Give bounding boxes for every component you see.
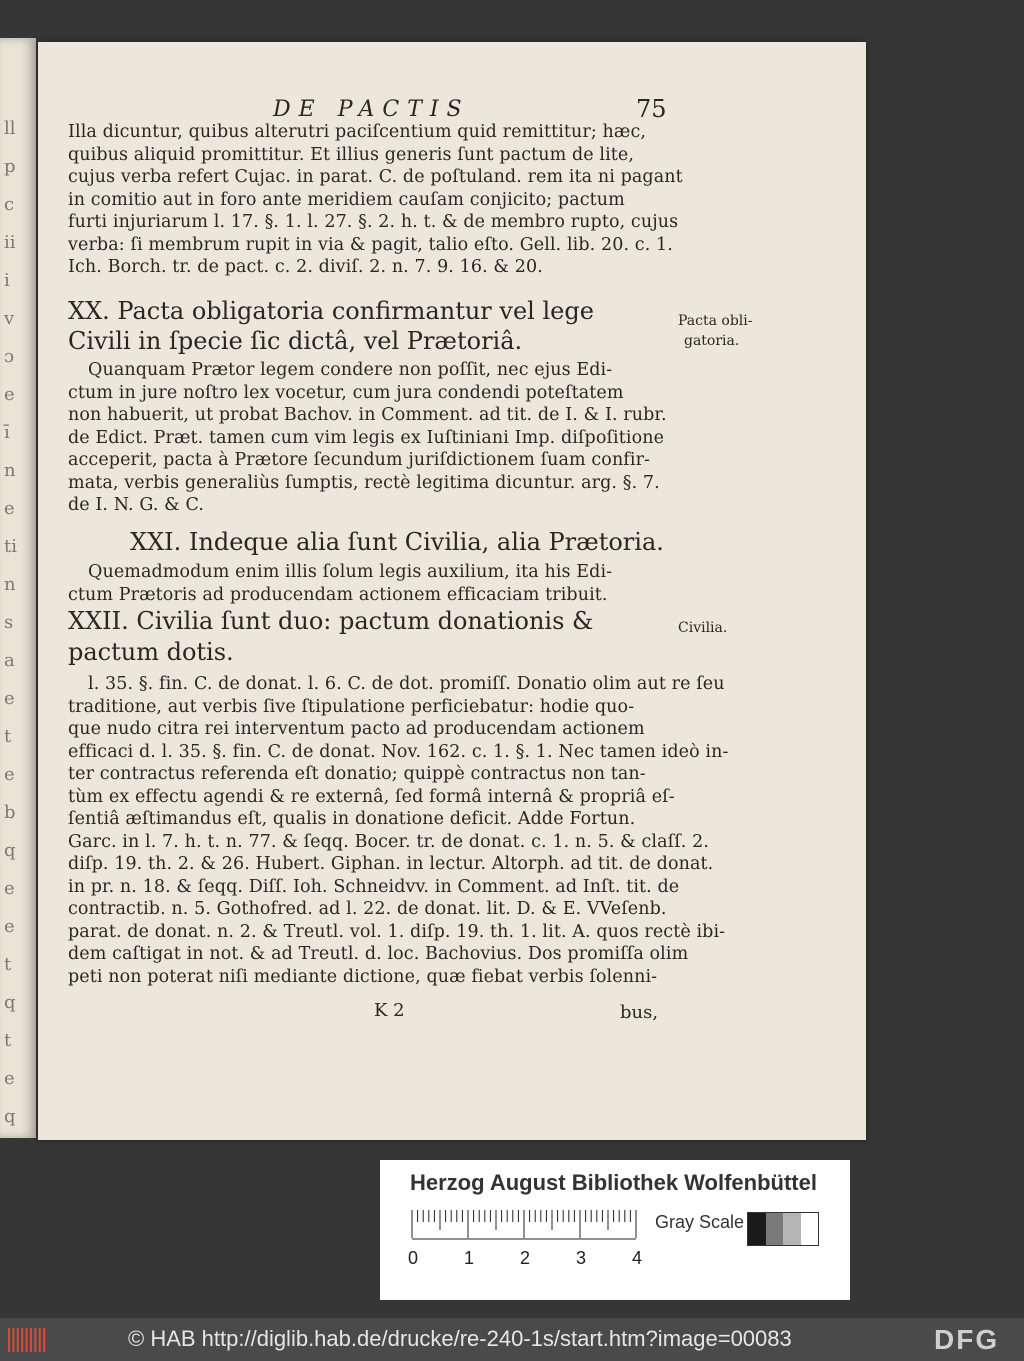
- page-number: 75: [636, 95, 667, 123]
- edge-letter: t: [4, 954, 12, 975]
- gray-scale-label: Gray Scale: [655, 1212, 745, 1232]
- text-line: quibus aliquid promittitur. Et illius generis ſunt pactum de lite,: [68, 144, 635, 165]
- text-line: Quanquam Prætor legem condere non poſſit, nec ejus Edi-: [88, 360, 613, 380]
- ruler-number: 2: [520, 1248, 531, 1268]
- logo-bar: [43, 1328, 45, 1352]
- running-head: DE PACTIS: [273, 97, 470, 122]
- facing-page-edge: [0, 38, 36, 1138]
- edge-letter: e: [4, 1068, 15, 1089]
- edge-letter: e: [4, 688, 15, 709]
- ruler-number: 3: [576, 1248, 587, 1268]
- edge-letter: q: [4, 840, 16, 861]
- dfg-logo: DFG: [934, 1324, 1000, 1355]
- text-line: que nudo citra rei interventum pacto ad producendam actionem: [68, 719, 645, 739]
- text-line: Quemadmodum enim illis ſolum legis auxilium, ita his Edi-: [88, 562, 613, 582]
- library-name: Herzog August Bibliothek Wolfenbüttel: [410, 1170, 817, 1195]
- text-line: Garc. in l. 7. h. t. n. 77. & ſeqq. Bocer. tr. de donat. c. 1. n. 5. & claſſ. 2.: [68, 831, 709, 852]
- text-line: furti injuriarum l. 17. §. 1. l. 27. §. 2. h. t. & de membro rupto, cujus: [68, 212, 679, 232]
- text-line: Illa dicuntur, quibus alterutri paciſcentium quid remittitur; hæc,: [68, 122, 647, 142]
- edge-letter: t: [4, 726, 12, 747]
- edge-letter: n: [4, 574, 16, 595]
- text-line: de I. N. G. & C.: [68, 495, 205, 515]
- logo-bar: [8, 1328, 10, 1352]
- edge-letter: v: [4, 308, 15, 329]
- text-line: Civili in ſpecie ſic dictâ, vel Prætoriâ.: [68, 327, 523, 355]
- text-line: cujus verba refert Cujac. in parat. C. de poſtuland. rem ita ni pagant: [68, 167, 683, 187]
- edge-letter: ll: [4, 118, 16, 139]
- text-line: XX. Pacta obligatoria confirmantur vel lege: [68, 297, 594, 325]
- text-line: in pr. n. 18. & ſeqq. Diſſ. Ioh. Schneidvv. in Comment. ad Inſt. tit. de: [68, 876, 680, 897]
- text-line: in comitio aut in foro ante meridiem cauſam conjicito; pactum: [68, 189, 625, 210]
- ruler-number: 4: [632, 1248, 643, 1268]
- text-line: diſp. 19. th. 2. & 26. Hubert. Giphan. in lectur. Altorph. ad tit. de donat.: [68, 854, 714, 874]
- text-line: efficaci d. l. 35. §. fin. C. de donat. Nov. 162. c. 1. §. 1. Nec tamen ideò in-: [68, 741, 729, 762]
- ruler-number: 0: [408, 1248, 419, 1268]
- edge-letter: ti: [4, 536, 17, 557]
- logo-bar: [34, 1328, 36, 1352]
- logo-bar: [26, 1328, 28, 1352]
- text-line: parat. de donat. n. 2. & Treutl. vol. 1. diſp. 19. th. 1. lit. A. quos rectè ibi-: [68, 921, 726, 942]
- gray-scale-swatches: [747, 1212, 819, 1246]
- edge-letter: ī: [4, 422, 10, 443]
- text-line: Ich. Borch. tr. de pact. c. 2. diviſ. 2. n. 7. 9. 16. & 20.: [68, 257, 543, 277]
- text-line: de Edict. Præt. tamen cum vim legis ex Iuſtiniani Imp. diſpoſitione: [68, 427, 665, 448]
- text-line: mata, verbis generaliùs ſumptis, rectè legitima dicuntur. arg. §. 7.: [68, 472, 660, 493]
- marginal-note-2: Civilia.: [678, 620, 728, 636]
- text-line: verba: ſi membrum rupit in via & pagit, talio eſto. Gell. lib. 20. c. 1.: [68, 234, 673, 255]
- logo-bar: [12, 1328, 14, 1352]
- edge-letter: e: [4, 384, 15, 405]
- marginal-note-1b: gatoria.: [684, 333, 740, 349]
- logo-bar: [30, 1328, 32, 1352]
- edge-letter: p: [4, 156, 16, 177]
- edge-letter: t: [4, 1030, 12, 1051]
- catchword: bus,: [620, 1002, 659, 1023]
- edge-letter: e: [4, 498, 15, 519]
- edge-letter: ii: [4, 232, 16, 253]
- text-line: pactum dotis.: [68, 638, 234, 666]
- footer-bar: [0, 1318, 1024, 1361]
- logo-bar: [39, 1328, 41, 1352]
- logo-bar: [21, 1328, 23, 1352]
- logo-bar: [17, 1328, 19, 1352]
- edge-letter: a: [4, 650, 15, 671]
- gray-swatch: [748, 1213, 766, 1245]
- text-line: l. 35. §. fin. C. de donat. l. 6. C. de dot. promiſſ. Donatio olim aut re ſeu: [88, 674, 725, 694]
- text-line: dem caſtigat in not. & ad Treutl. d. loc. Bachovius. Dos promiſſa olim: [68, 944, 689, 964]
- signature-mark: K 2: [374, 1000, 405, 1021]
- gray-swatch: [766, 1213, 784, 1245]
- edge-letter: n: [4, 460, 16, 481]
- ruler-scale: [410, 1210, 642, 1240]
- text-line: ctum in jure noſtro lex vocetur, cum jura condendi poteſtatem: [68, 382, 624, 403]
- text-line: XXII. Civilia ſunt duo: pactum donationis &: [68, 607, 594, 635]
- edge-letter: c: [4, 194, 15, 215]
- text-line: traditione, aut verbis ſive ſtipulatione perficiebatur: hodie quo-: [68, 696, 635, 717]
- edge-letter: e: [4, 764, 15, 785]
- text-line: XXI. Indeque alia ſunt Civilia, alia Prætoria.: [130, 528, 664, 556]
- ruler-number: 1: [464, 1248, 475, 1268]
- copyright-link[interactable]: © HAB http://diglib.hab.de/drucke/re-240-1s/start.htm?image=00083: [128, 1326, 792, 1351]
- text-line: contractib. n. 5. Gothofred. ad l. 22. de donat. lit. D. & E. VVeſenb.: [68, 899, 667, 919]
- edge-letter: q: [4, 992, 16, 1013]
- library-color-card: [380, 1160, 850, 1300]
- text-line: ſentiâ æſtimandus eſt, qualis in donatione deficit. Adde Fortun.: [68, 809, 636, 829]
- edge-letter: s: [4, 612, 14, 633]
- text-line: acceperit, pacta à Prætore ſecundum juriſdictionem ſuam confir-: [68, 450, 651, 470]
- hab-logo-icon: [8, 1326, 48, 1354]
- marginal-note-1a: Pacta obli-: [678, 313, 753, 329]
- book-page: [38, 42, 866, 1140]
- gray-swatch: [783, 1213, 801, 1245]
- text-line: non habuerit, ut probat Bachov. in Comment. ad tit. de I. & I. rubr.: [68, 405, 667, 425]
- edge-letter: q: [4, 1106, 16, 1127]
- edge-letter: e: [4, 878, 15, 899]
- edge-letter: i: [4, 270, 10, 291]
- edge-letter: b: [4, 802, 16, 823]
- gray-swatch: [801, 1213, 819, 1245]
- edge-letter: e: [4, 916, 15, 937]
- text-line: ctum Prætoris ad producendam actionem efficaciam tribuit.: [68, 584, 608, 605]
- text-line: tùm ex effectu agendi & re externâ, ſed formâ internâ & propriâ eſ-: [68, 786, 675, 807]
- edge-letter: ɔ: [4, 346, 15, 367]
- text-line: peti non poterat niſi mediante dictione, quæ fiebat verbis ſolenni-: [68, 966, 658, 987]
- text-line: ter contractus referenda eſt donatio; quippè contractus non tan-: [68, 764, 646, 784]
